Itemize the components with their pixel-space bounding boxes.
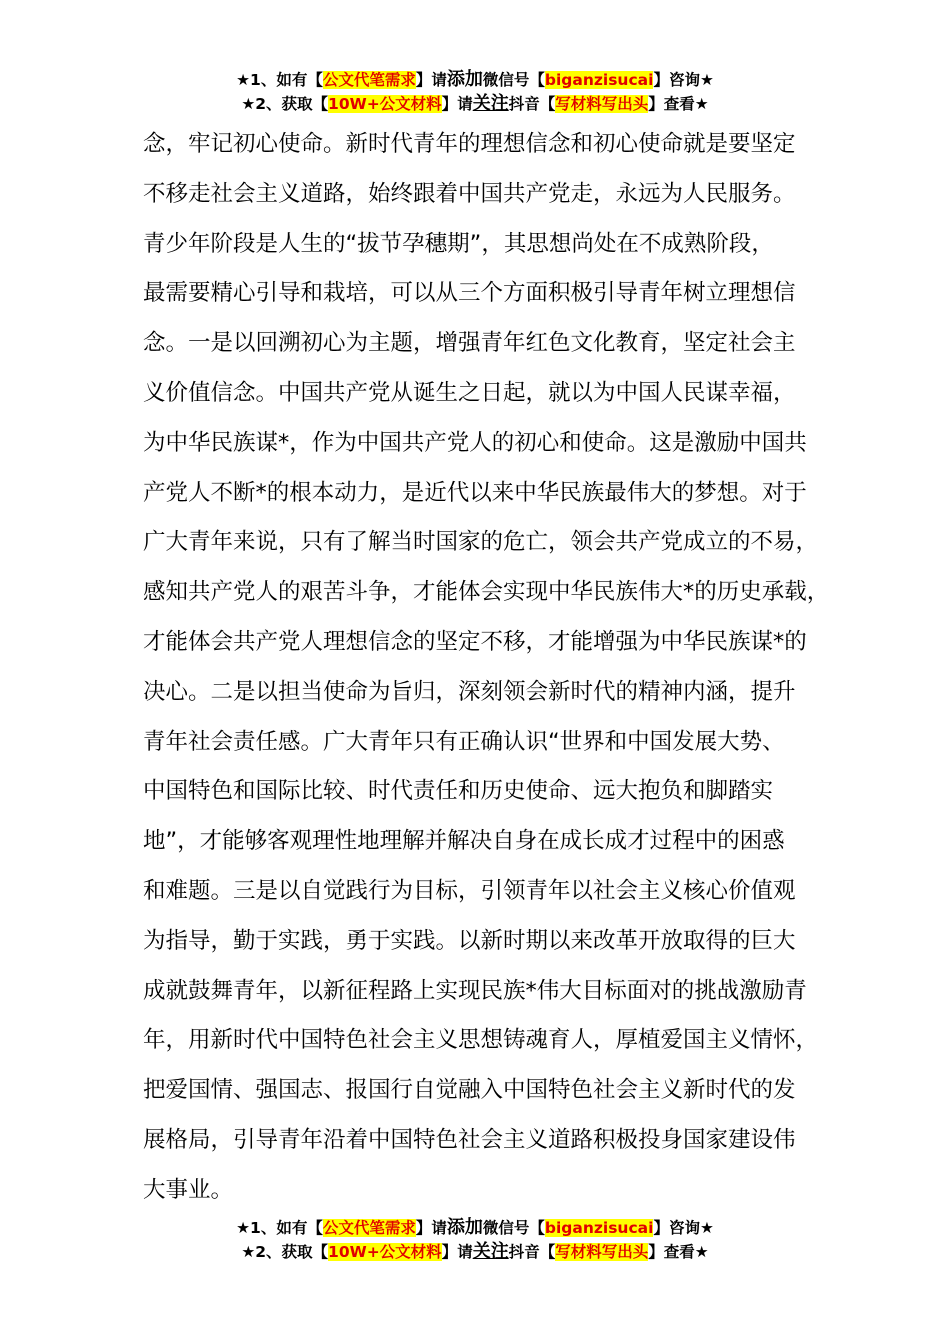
body-line: 青少年阶段是人生的“拔节孕穗期”，其思想尚处在不成熟阶段， bbox=[143, 230, 774, 257]
body-line: 为指导，勤于实践，勇于实践。以新时期以来改革开放取得的巨大 bbox=[143, 927, 796, 954]
banner-text: 微信号【 bbox=[482, 1219, 545, 1237]
body-line: 念。一是以回溯初心为主题，增强青年红色文化教育，坚定社会主 bbox=[143, 330, 796, 357]
body-line: 和难题。三是以自觉践行为目标，引领青年以社会主义核心价值观 bbox=[143, 877, 796, 904]
banner-text: 】请 bbox=[415, 71, 447, 89]
highlight-materials: 10W+公文材料 bbox=[328, 1243, 442, 1261]
footer-banner bbox=[0, 1216, 950, 1264]
highlight-wechat-id: biganzisucai bbox=[544, 1219, 654, 1237]
body-line: 把爱国情、强国志、报国行自觉融入中国特色社会主义新时代的发 bbox=[143, 1077, 796, 1104]
body-line: 中国特色和国际比较、时代责任和历史使命、远大抱负和脚踏实 bbox=[143, 778, 774, 805]
highlight-materials: 10W+公文材料 bbox=[328, 95, 442, 113]
body-line: 感知共产党人的艰苦斗争，才能体会实现中华民族伟大*的历史承载， bbox=[143, 579, 830, 606]
banner-text: 】请 bbox=[415, 1219, 447, 1237]
body-line: 青年社会责任感。广大青年只有正确认识“世界和中国发展大势、 bbox=[143, 728, 785, 755]
banner-text: ★2、获取【 bbox=[241, 1243, 329, 1261]
body-line: 产党人不断*的根本动力，是近代以来中华民族最伟大的梦想。对于 bbox=[143, 479, 807, 506]
body-line: 大事业。 bbox=[143, 1176, 234, 1203]
body-line: 地”，才能够客观理性地理解并解决自身在成长成才过程中的困惑 bbox=[143, 828, 785, 855]
highlight-douyin-account: 写材料写出头 bbox=[555, 95, 649, 113]
banner-text: 】咨询★ bbox=[653, 71, 714, 89]
header-banner bbox=[0, 68, 950, 116]
banner-line-1 bbox=[0, 68, 950, 92]
body-line: 不移走社会主义道路，始终跟着中国共产党走，永远为人民服务。 bbox=[143, 180, 796, 207]
banner-text: 】咨询★ bbox=[653, 1219, 714, 1237]
body-line: 成就鼓舞青年，以新征程路上实现民族*伟大目标面对的挑战激励青 bbox=[143, 977, 807, 1004]
body-line: 广大青年来说，只有了解当时国家的危亡，领会共产党成立的不易， bbox=[143, 529, 819, 556]
highlight-douyin-account: 写材料写出头 bbox=[555, 1243, 649, 1261]
banner-text: 微信号【 bbox=[482, 71, 545, 89]
banner-line-2 bbox=[0, 92, 950, 116]
body-line: 为中华民族谋*，作为中国共产党人的初心和使命。这是激励中国共 bbox=[143, 429, 807, 456]
banner-text: 】查看★ bbox=[648, 95, 709, 113]
body-line: 义价值信念。中国共产党从诞生之日起，就以为中国人民谋幸福， bbox=[143, 379, 796, 406]
body-line: 展格局，引导青年沿着中国特色社会主义道路积极投身国家建设伟 bbox=[143, 1126, 796, 1153]
highlight-ghostwriting: 公文代笔需求 bbox=[322, 71, 416, 89]
banner-text: ★1、如有【 bbox=[236, 71, 323, 89]
banner-line-2 bbox=[0, 1240, 950, 1264]
banner-text: 抖音【 bbox=[508, 95, 556, 113]
banner-text: ★1、如有【 bbox=[236, 1219, 323, 1237]
body-line: 最需要精心引导和栽培，可以从三个方面积极引导青年树立理想信 bbox=[143, 280, 796, 307]
banner-text: ★2、获取【 bbox=[241, 95, 329, 113]
highlight-ghostwriting: 公文代笔需求 bbox=[322, 1219, 416, 1237]
body-line: 才能体会共产党人理想信念的坚定不移，才能增强为中华民族谋*的 bbox=[143, 628, 807, 655]
body-line: 决心。二是以担当使命为旨归，深刻领会新时代的精神内涵，提升 bbox=[143, 678, 796, 705]
body-line: 年，用新时代中国特色社会主义思想铸魂育人，厚植爱国主义情怀， bbox=[143, 1027, 819, 1054]
document-body bbox=[143, 120, 833, 1216]
banner-text: 】请 bbox=[441, 95, 473, 113]
banner-text: 】请 bbox=[441, 1243, 473, 1261]
banner-emphasis: 添加 bbox=[446, 69, 483, 90]
highlight-wechat-id: biganzisucai bbox=[544, 71, 654, 89]
banner-line-1 bbox=[0, 1216, 950, 1240]
banner-emphasis: 关注 bbox=[472, 1241, 509, 1262]
body-line: 念，牢记初心使命。新时代青年的理想信念和初心使命就是要坚定 bbox=[143, 131, 796, 157]
banner-text: 抖音【 bbox=[508, 1243, 556, 1261]
banner-emphasis: 关注 bbox=[472, 93, 509, 114]
banner-text: 】查看★ bbox=[648, 1243, 709, 1261]
banner-emphasis: 添加 bbox=[446, 1217, 483, 1238]
